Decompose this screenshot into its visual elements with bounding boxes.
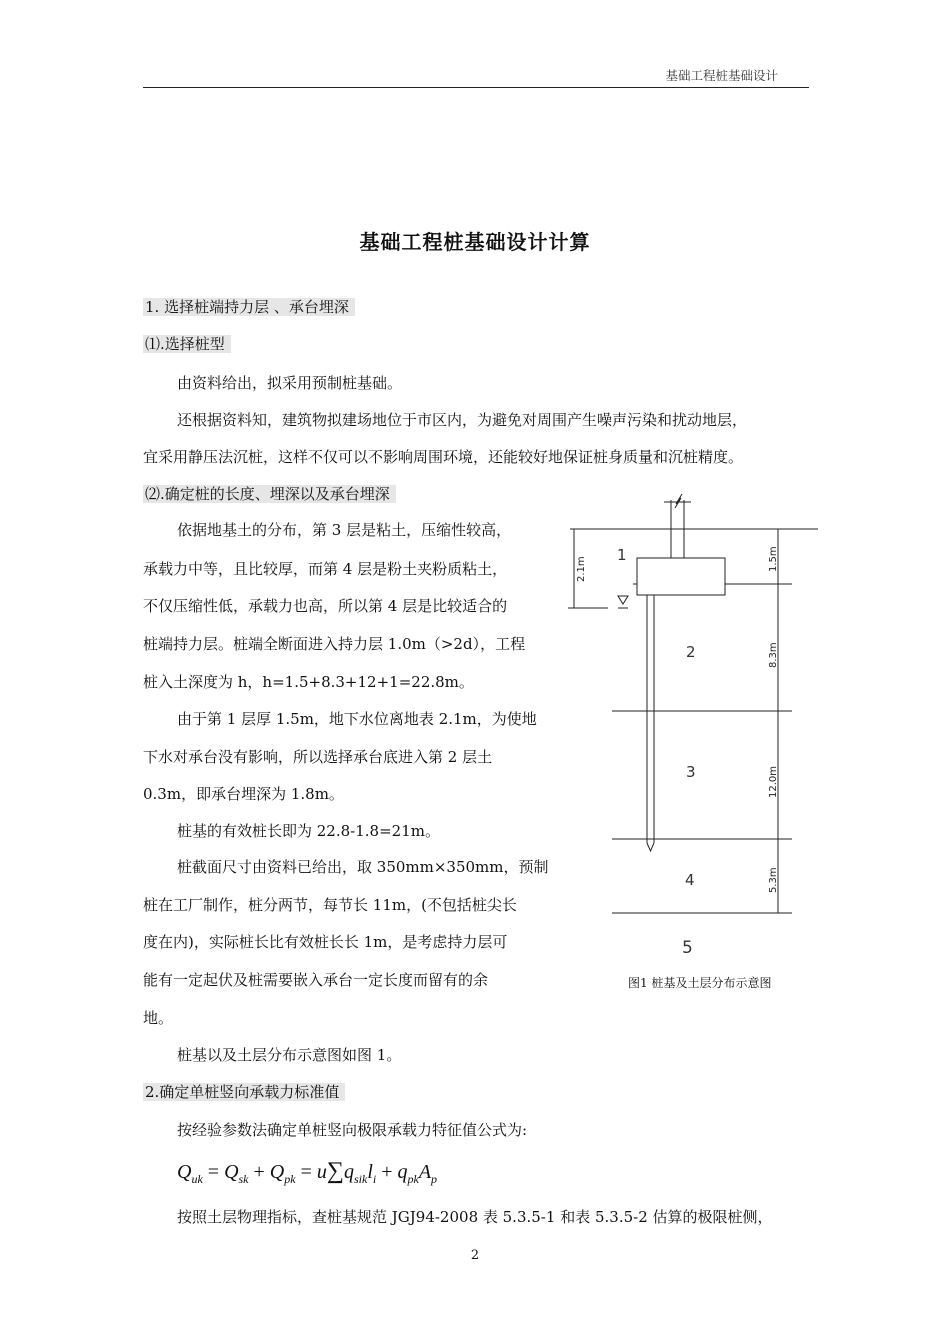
paragraph-2-line-1: 还根据资料知，建筑物拟建场地位于市区内，为避免对周围产生噪声污染和扰动地层， — [177, 411, 748, 429]
section-1-heading — [143, 297, 355, 317]
paragraph-9: 按照土层物理指标，查桩基规范 JGJ94-2008 表 5.3.5-1 和表 5.3.5-2 估算的极限桩侧， — [177, 1208, 773, 1226]
paragraph-6-line-2: 桩在工厂制作，桩分两节，每节长 11m，(不包括桩尖长 — [143, 896, 517, 914]
layer-label-1: 1 — [617, 546, 627, 564]
figure-caption: 图1 桩基及土层分布示意图 — [628, 976, 772, 990]
layer-label-4: 4 — [685, 871, 695, 889]
paragraph-6-line-5: 地。 — [143, 1009, 174, 1027]
paragraph-5: 桩基的有效桩长即为 22.8-1.8=21m。 — [177, 822, 440, 840]
section-1-1-heading — [143, 334, 231, 354]
water-table-icon — [618, 596, 628, 604]
section-1-2-heading-text: ⑵.确定桩的长度、埋深以及承台埋深 — [143, 485, 396, 503]
paragraph-6-line-1: 桩截面尺寸由资料已给出，取 350mm×350mm，预制 — [177, 858, 549, 876]
pile-tip — [647, 843, 654, 851]
section-1-2-heading — [143, 484, 396, 504]
paragraph-3-line-5: 桩入土深度为 h，h=1.5+8.3+12+1=22.8m。 — [143, 673, 474, 691]
paragraph-3-line-2: 承载力中等，且比较厚，而第 4 层是粉土夹粉质粘土， — [143, 560, 508, 578]
layer-label-3: 3 — [686, 763, 696, 781]
paragraph-6-line-4: 能有一定起伏及桩需要嵌入承台一定长度而留有的余 — [143, 971, 489, 989]
paragraph-2-line-2: 宜采用静压法沉桩，这样不仅可以不影响周围环境，还能较好地保证桩身质量和沉桩精度。 — [143, 448, 744, 466]
layer-label-2: 2 — [686, 643, 696, 661]
section-1-1-heading-text: ⑴.选择桩型 — [143, 335, 231, 353]
layer-label-5: 5 — [682, 938, 693, 958]
paragraph-7: 桩基以及土层分布示意图如图 1。 — [177, 1046, 402, 1064]
paragraph-4-line-2: 下水对承台没有影响，所以选择承台底进入第 2 层土 — [143, 748, 493, 766]
section-2-heading — [143, 1082, 345, 1102]
paragraph-1: 由资料给出，拟采用预制桩基础。 — [177, 374, 403, 392]
dim-label-5-3m: 5.3m — [768, 867, 779, 893]
section-2-heading-text: 2.确定单桩竖向承载力标准值 — [143, 1083, 345, 1101]
paragraph-3-line-1: 依据地基土的分布，第 3 层是粘土，压缩性较高， — [177, 521, 512, 539]
paragraph-3-line-4: 桩端持力层。桩端全断面进入持力层 1.0m（>2d），工程 — [143, 635, 526, 653]
document-title: 基础工程桩基础设计计算 — [359, 230, 591, 254]
dim-label-8-3m: 8.3m — [768, 642, 779, 668]
header-rule — [143, 87, 809, 88]
paragraph-8: 按经验参数法确定单桩竖向极限承载力特征值公式为: — [177, 1121, 528, 1139]
dim-label-2-1m: 2.1m — [576, 556, 587, 582]
break-mark — [675, 494, 682, 508]
pile-cap — [637, 558, 725, 595]
paragraph-4-line-3: 0.3m，即承台埋深为 1.8m。 — [143, 785, 344, 803]
dim-label-1-5m: 1.5m — [768, 546, 779, 572]
paragraph-6-line-3: 度在内)，实际桩长比有效桩长长 1m，是考虑持力层可 — [143, 933, 508, 951]
section-1-heading-text: 1. 选择桩端持力层 、承台埋深 — [143, 298, 355, 316]
running-header: 基础工程桩基础设计 — [665, 68, 778, 83]
dim-label-12-0m: 12.0m — [768, 765, 779, 798]
page-number: 2 — [470, 1248, 480, 1263]
paragraph-3-line-3: 不仅压缩性低，承载力也高，所以第 4 层是比较适合的 — [143, 597, 508, 615]
bearing-capacity-formula: $Q_{uk} = Q_{sk} + Q_{pk} = u\sum q_{sik}l_i + q_{pk}A_p$ — [177, 1158, 438, 1186]
pile-soil-diagram — [560, 490, 830, 970]
paragraph-4-line-1: 由于第 1 层厚 1.5m，地下水位离地表 2.1m，为使地 — [177, 710, 537, 728]
